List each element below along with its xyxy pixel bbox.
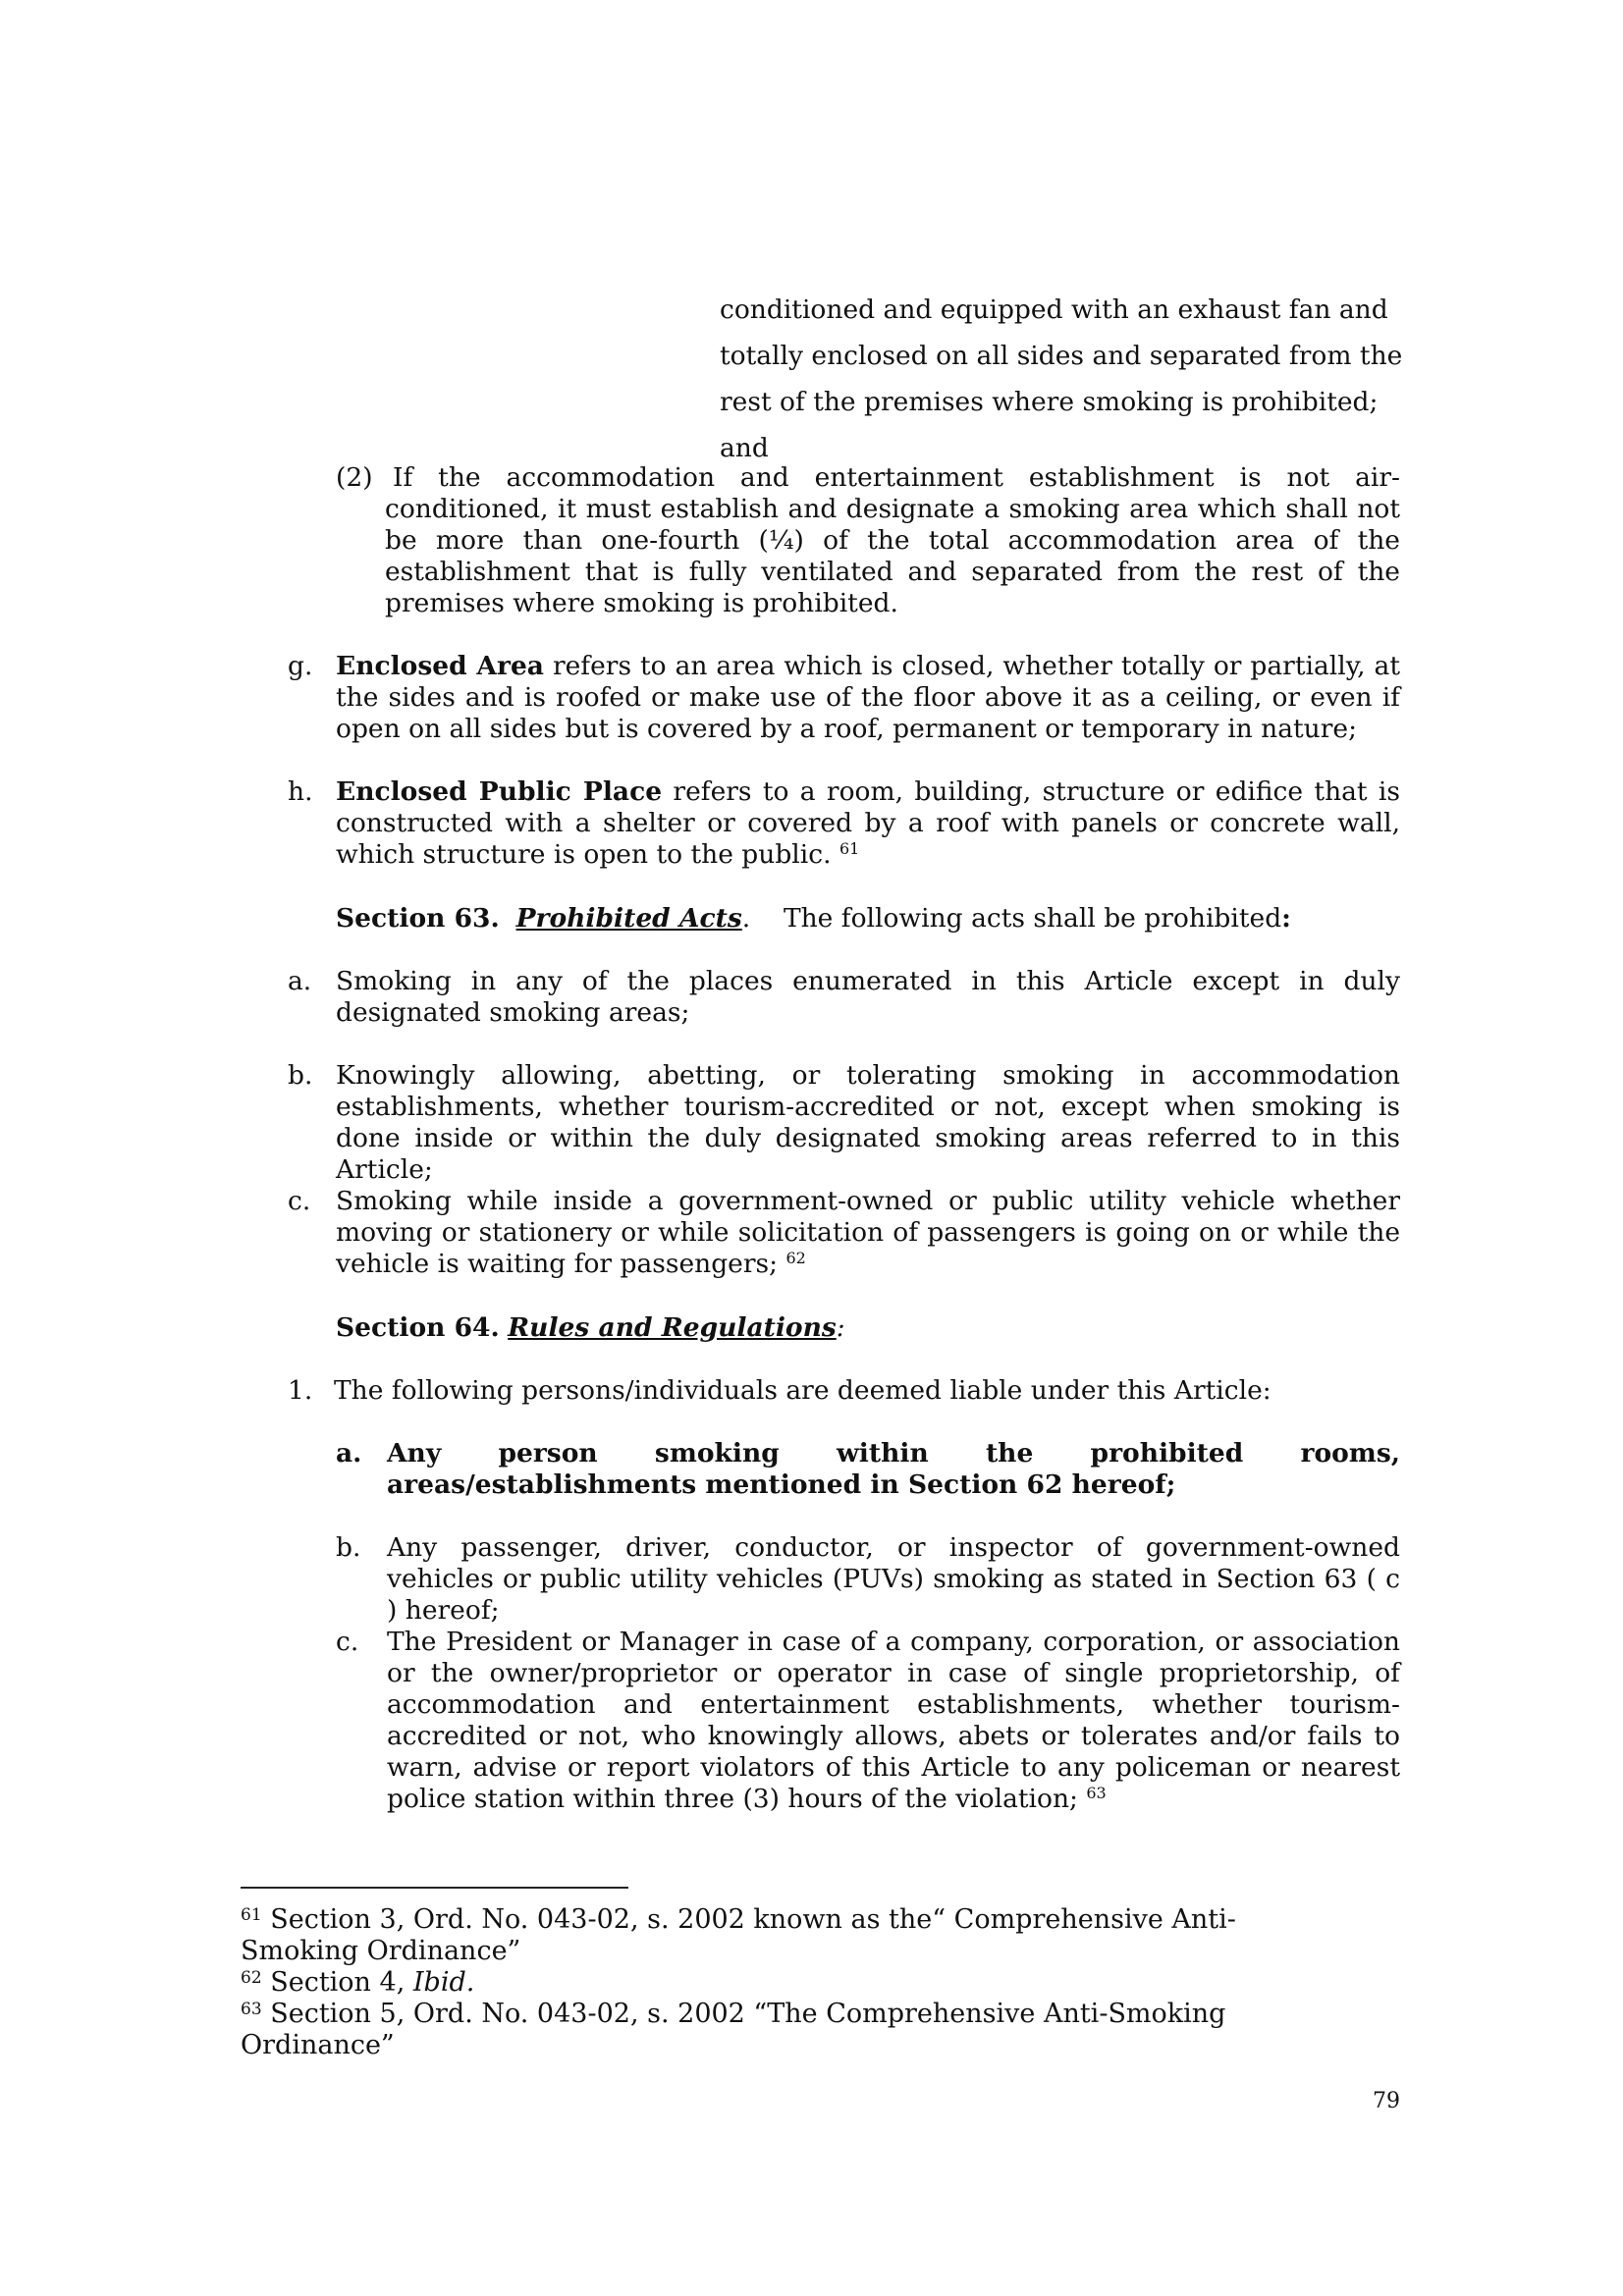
prohibited-item-c [336,1186,1400,1280]
footnote-number: 62 [241,1968,262,1988]
definition-term: Enclosed Public Place [336,776,663,807]
page-number: 79 [1373,2089,1400,2113]
footnotes [241,1904,1345,2061]
section-title-end: : [836,1312,845,1343]
section-title: Rules and Regulations [508,1312,837,1343]
footnote-ref: 61 [839,839,860,858]
prohibited-item-c-text: Smoking while inside a government-owned or public utility vehicle whether moving or stationery or while solicitation of passengers is going on or while the vehicle is waiting for passengers; [336,1186,1400,1279]
continuation-line: rest of the premises where smoking is prohibited; and [720,387,1379,463]
liable-item-b-marker: b. [336,1532,361,1563]
prohibited-item-b: Knowingly allowing, abetting, or tolerating smoking in accommodation establishments, whether tourism-accredited or not, except when smoking is done inside or within the duly designated smoking areas referred to in this Article; [336,1060,1400,1185]
liable-item-b: Any passenger, driver, conductor, or inspector of government-owned vehicles or public utility vehicles (PUVs) smoking as stated in Section 63 ( c ) hereof; [387,1532,1400,1626]
liable-item-a: Any person smoking within the prohibited rooms, areas/establishments mentioned in Section 62 hereof; [387,1438,1400,1500]
footnote-ibid: Ibid. [412,1967,475,1998]
footnote-number: 63 [241,2000,262,2019]
liable-item-c-text: The President or Manager in case of a company, corporation, or association or the owner/proprietor or operator in case of single proprietorship, of accommodation and entertainment establishments, whether tourism-accredited or not, who knowingly allows, abets or tolerates and/or fails to warn, advise or report violators of this Article to any policeman or nearest police station within three (3) hours of the violation; [387,1627,1400,1814]
definition-text: refers to an area which is closed, whether totally or partially, at the sides and is roofed or make use of the floor above it as a ceiling, or even if open on all sides but is covered by a roof, permanent or temporary in nature; [336,651,1400,744]
footnote-text: Section 3, Ord. No. 043-02, s. 2002 known as the“ Comprehensive Anti-Smoking Ordinance” [241,1904,1236,1966]
footnote-text: Section 4, [261,1967,413,1998]
prohibited-item-a: Smoking in any of the places enumerated in this Article except in duly designated smoking areas; [336,966,1400,1028]
footnote-separator [241,1887,628,1889]
section-64-heading [336,1312,1400,1344]
continuation-text [720,287,1422,471]
footnote-text: Section 5, Ord. No. 043-02, s. 2002 “The Comprehensive Anti-Smoking Ordinance” [241,1999,1226,2060]
continuation-line: conditioned and equipped with an exhaust fan and [720,294,1388,325]
prohibited-item-c-marker: c. [288,1186,311,1216]
liable-item-a-marker: a. [336,1438,362,1468]
item-f2-marker: (2) [336,462,373,493]
definition-h [336,776,1400,871]
liable-item-c [387,1627,1400,1815]
continuation-line: totally enclosed on all sides and separated from the [720,341,1403,371]
section-63-heading [336,903,1400,934]
definition-term: Enclosed Area [336,651,544,681]
section-label: Section 64. [336,1312,500,1343]
footnote-number: 61 [241,1905,262,1925]
footnote-63 [241,1999,1345,2061]
rules-item-1-marker: 1. [288,1375,313,1406]
footnote-61 [241,1904,1345,1967]
prohibited-item-a-marker: a. [288,966,312,996]
footnote-62 [241,1967,1345,1999]
footnote-ref: 62 [785,1249,806,1267]
definition-g [336,651,1400,745]
section-title-end: . [741,903,751,934]
section-intro: The following acts shall be prohibited [783,903,1282,934]
footnote-ref: 63 [1086,1784,1107,1802]
section-label: Section 63. [336,903,500,934]
prohibited-item-b-marker: b. [288,1060,313,1091]
rules-item-1: The following persons/individuals are deemed liable under this Article: [334,1375,1271,1406]
definition-h-marker: h. [288,776,313,807]
section-intro-end: : [1281,903,1291,934]
item-f2-text: If the accommodation and entertainment establishment is not air-conditioned, it must establish and designate a smoking area which shall not be more than one-fourth (¼) of the total accommodation area of the establishment that is fully ventilated and separated from the rest of the premises where smoking is prohibited. [385,462,1400,618]
section-title: Prohibited Acts [515,903,742,934]
liable-item-c-marker: c. [336,1627,359,1657]
definition-g-marker: g. [288,651,313,681]
definition-text: refers to a room, building, structure or edifice that is constructed with a shelter or covered by a roof with panels or concrete wall, which structure is open to the public. [336,776,1400,870]
